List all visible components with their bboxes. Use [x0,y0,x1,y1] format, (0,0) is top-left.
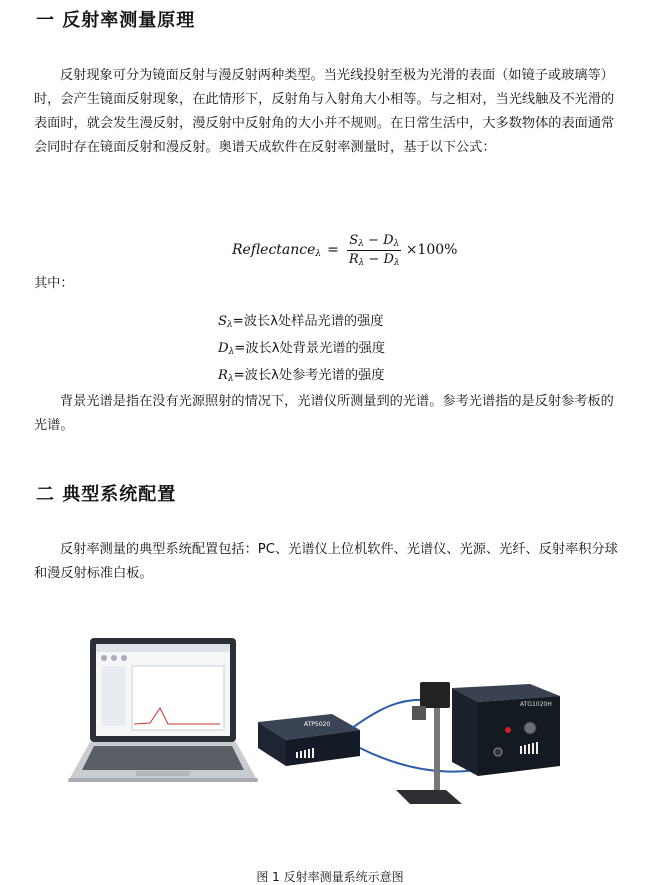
formula-fraction [347,233,402,268]
definitions-list [218,310,385,391]
figure-caption: 图 1 反射率测量系统示意图 [256,870,404,884]
formula-lhs: Reflectance$_\lambda$ [232,241,322,259]
system-figure [60,628,600,818]
definition-s: $S_\lambda=$波长λ处样品光谱的强度 [218,314,384,330]
section1-paragraph: 反射现象可分为镜面反射与漫反射两种类型。当光线投射至极为光滑的表面（如镜子或玻璃等）时，会产生镜面反射现象，在此情形下，反射角与入射角大小相等。与之相对，当光线触及不光滑的表面时，就会发生漫反射，漫反射中反射角的大小并不规则。在日常生活中，大多数物体的表面通常会同时存在镜面反射和漫反射。奥谱天成软件在反射率测量时，基于以下公式： [34,68,615,155]
spectrometer-image [258,714,360,766]
laptop-image [68,638,258,782]
formula-denominator: $R_\lambda - D_\lambda$ [348,251,400,268]
formula-numerator: $S_\lambda - D_\lambda$ [349,232,400,249]
reflectance-formula: Reflectance$_\lambda$ = $\frac{S_\lambda - D_\lambda}{R_\lambda - D_\lambda}$ ×100% [232,232,458,268]
formula-multiplier: ×100% [405,242,458,258]
where-label: 其中： [34,276,74,291]
light-source-label: ATG1020H [520,701,552,708]
section2-heading: 二 典型系统配置 [36,484,177,505]
definition-r: $R_\lambda=$波长λ处参考光谱的强度 [218,368,385,384]
light-source-image [452,684,560,776]
section2-paragraph: 反射率测量的典型系统配置包括：PC、光谱仪上位机软件、光谱仪、光源、光纤、反射率积分球和漫反射标准白板。 [34,542,618,581]
section1-paragraph2: 背景光谱是指在没有光源照射的情况下，光谱仪所测量到的光谱。参考光谱指的是反射参考板的光谱。 [34,394,614,433]
spectrometer-label: ATP5020 [304,721,331,728]
definition-d: $D_\lambda=$波长λ处背景光谱的强度 [218,341,386,357]
section1-heading: 一 反射率测量原理 [36,10,196,31]
